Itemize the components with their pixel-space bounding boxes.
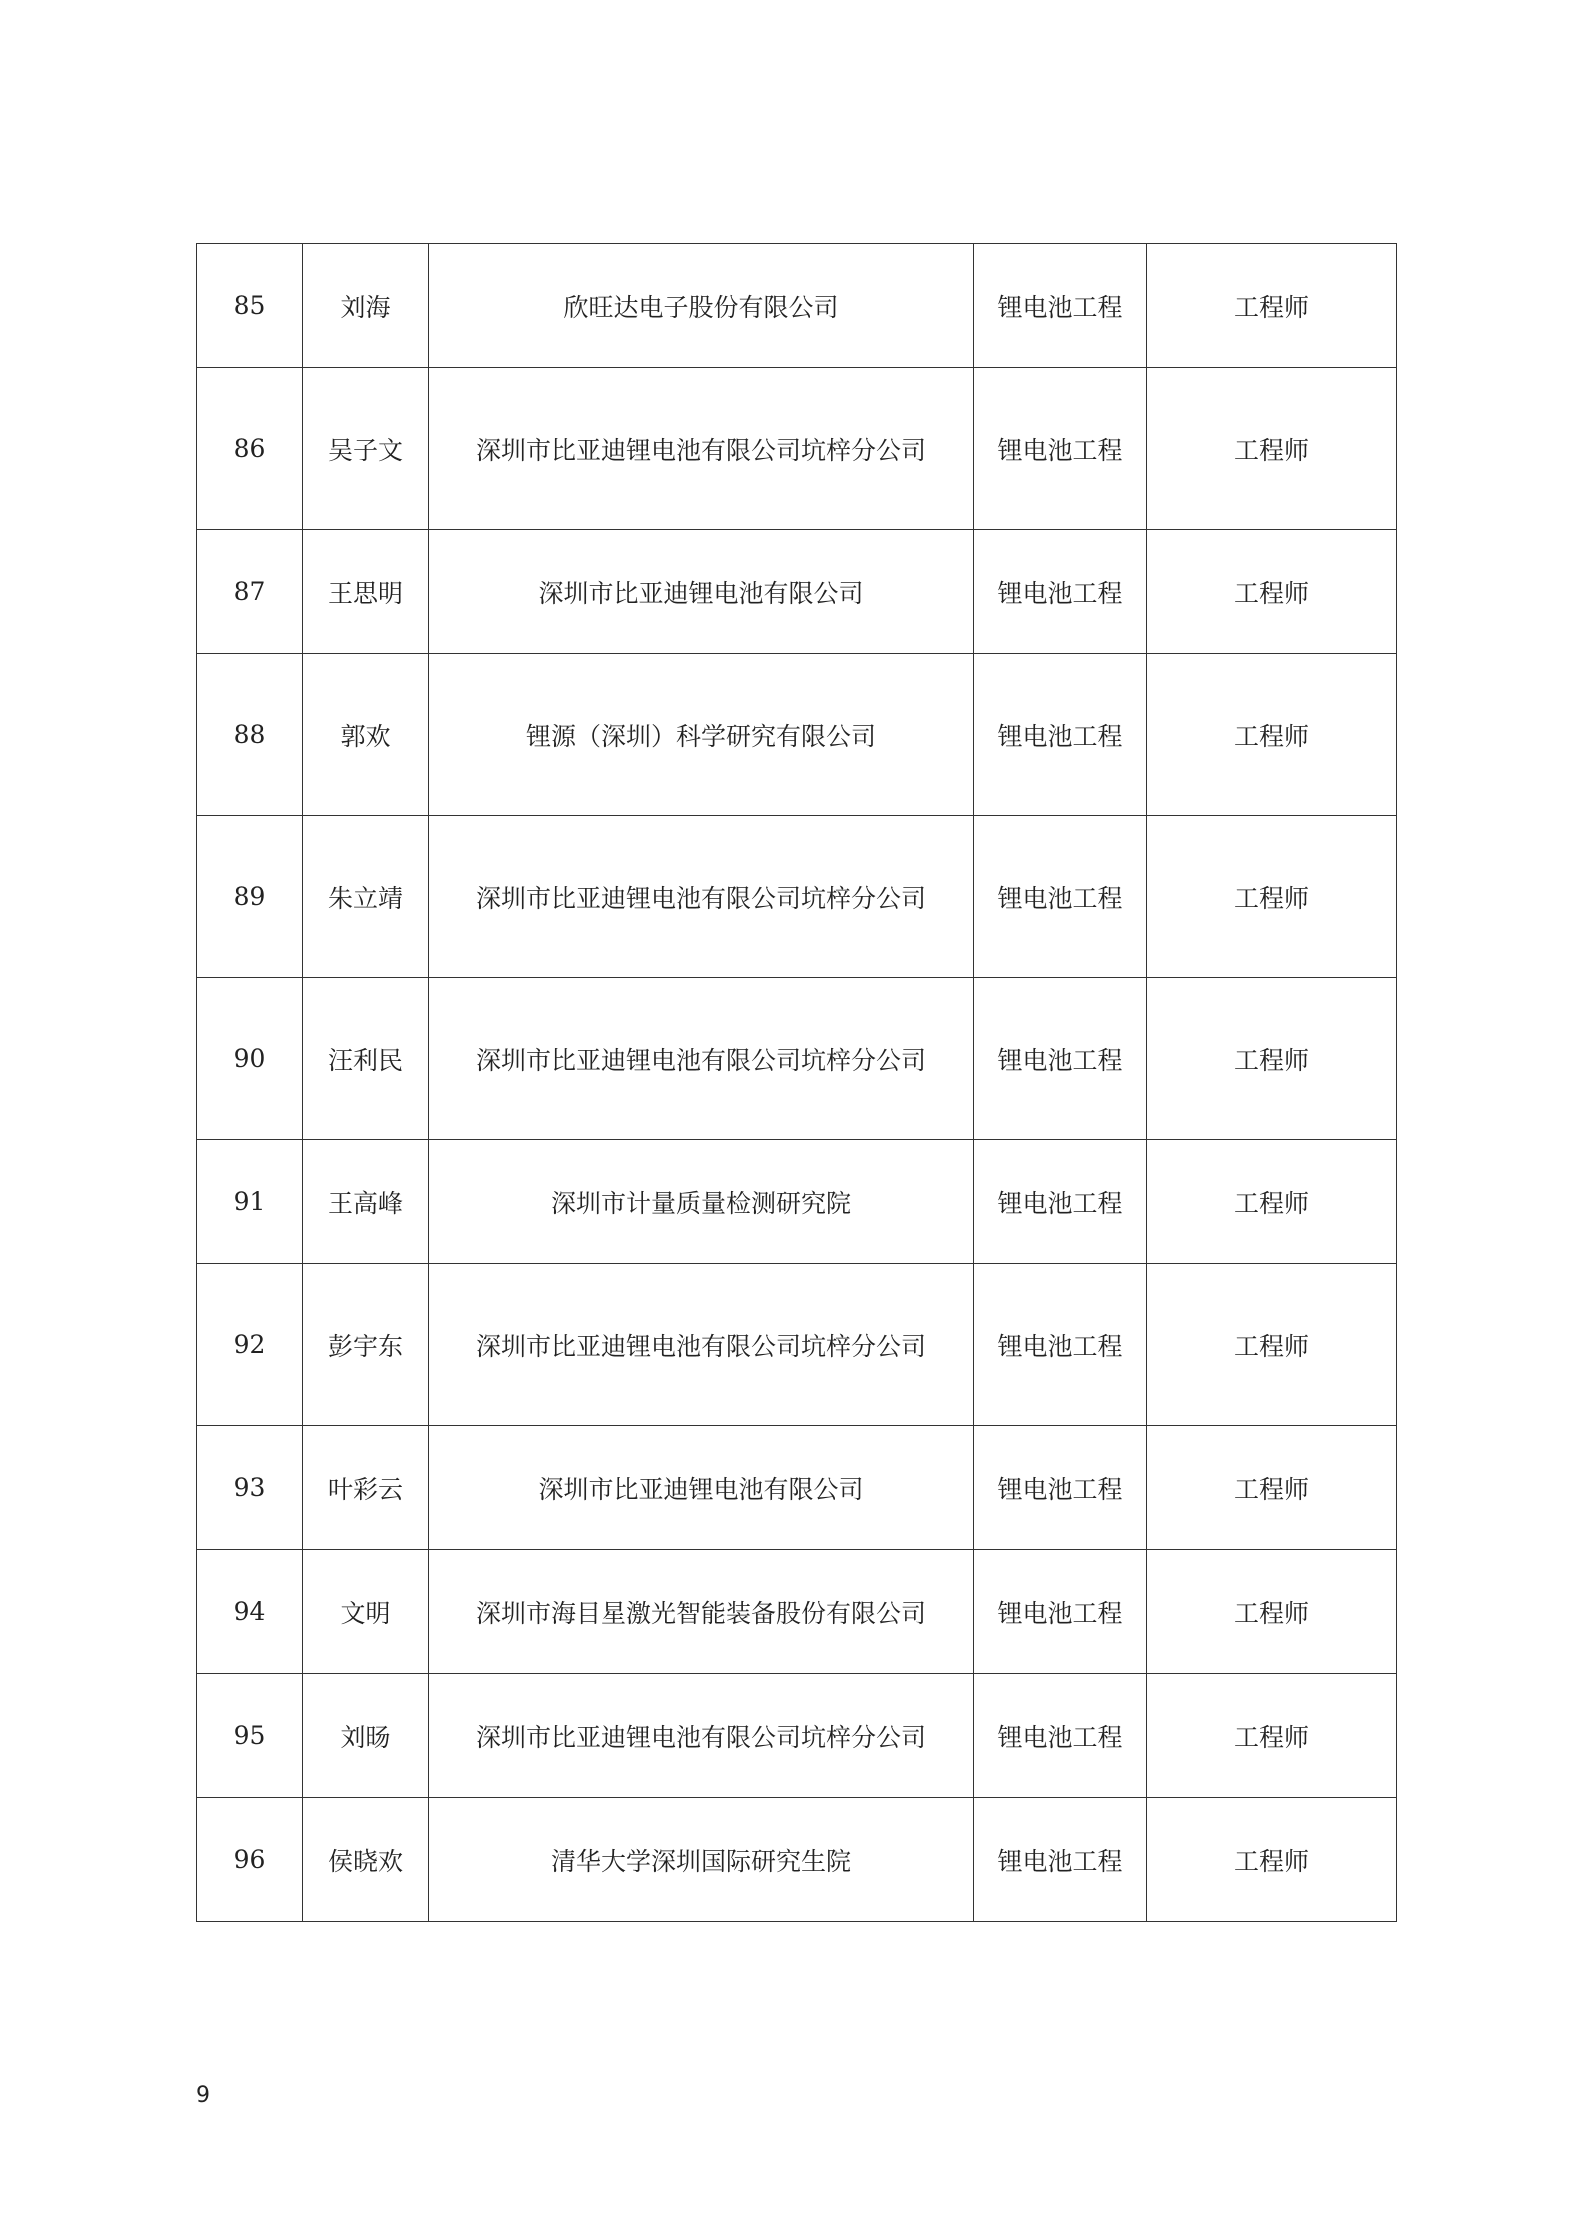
table-row xyxy=(197,530,1397,654)
table-body xyxy=(197,244,1397,1922)
field-cell: 锂电池工程 xyxy=(974,530,1147,654)
title-cell: 工程师 xyxy=(1147,1798,1397,1922)
table-row xyxy=(197,1550,1397,1674)
table-row xyxy=(197,1426,1397,1550)
table-row xyxy=(197,654,1397,816)
row-number-cell: 85 xyxy=(197,244,303,368)
company-cell: 深圳市比亚迪锂电池有限公司 xyxy=(429,530,974,654)
title-cell: 工程师 xyxy=(1147,1426,1397,1550)
row-number-cell: 93 xyxy=(197,1426,303,1550)
name-cell: 王高峰 xyxy=(303,1140,429,1264)
page-number: 9 xyxy=(196,2083,210,2108)
title-cell: 工程师 xyxy=(1147,1550,1397,1674)
title-cell: 工程师 xyxy=(1147,530,1397,654)
field-cell: 锂电池工程 xyxy=(974,244,1147,368)
table-row xyxy=(197,978,1397,1140)
title-cell: 工程师 xyxy=(1147,654,1397,816)
row-number-cell: 89 xyxy=(197,816,303,978)
company-cell: 深圳市计量质量检测研究院 xyxy=(429,1140,974,1264)
table-row xyxy=(197,1798,1397,1922)
field-cell: 锂电池工程 xyxy=(974,654,1147,816)
title-cell: 工程师 xyxy=(1147,1674,1397,1798)
name-cell: 吴子文 xyxy=(303,368,429,530)
company-cell: 锂源（深圳）科学研究有限公司 xyxy=(429,654,974,816)
row-number-cell: 95 xyxy=(197,1674,303,1798)
field-cell: 锂电池工程 xyxy=(974,978,1147,1140)
title-cell: 工程师 xyxy=(1147,368,1397,530)
row-number-cell: 86 xyxy=(197,368,303,530)
row-number-cell: 96 xyxy=(197,1798,303,1922)
company-cell: 深圳市比亚迪锂电池有限公司坑梓分公司 xyxy=(429,368,974,530)
row-number-cell: 88 xyxy=(197,654,303,816)
name-cell: 汪利民 xyxy=(303,978,429,1140)
row-number-cell: 90 xyxy=(197,978,303,1140)
field-cell: 锂电池工程 xyxy=(974,368,1147,530)
table-row xyxy=(197,816,1397,978)
name-cell: 叶彩云 xyxy=(303,1426,429,1550)
name-cell: 彭宇东 xyxy=(303,1264,429,1426)
name-cell: 文明 xyxy=(303,1550,429,1674)
name-cell: 郭欢 xyxy=(303,654,429,816)
field-cell: 锂电池工程 xyxy=(974,1140,1147,1264)
row-number-cell: 94 xyxy=(197,1550,303,1674)
field-cell: 锂电池工程 xyxy=(974,1674,1147,1798)
field-cell: 锂电池工程 xyxy=(974,1550,1147,1674)
name-cell: 朱立靖 xyxy=(303,816,429,978)
table-row xyxy=(197,1140,1397,1264)
company-cell: 欣旺达电子股份有限公司 xyxy=(429,244,974,368)
name-cell: 王思明 xyxy=(303,530,429,654)
field-cell: 锂电池工程 xyxy=(974,1426,1147,1550)
company-cell: 深圳市比亚迪锂电池有限公司 xyxy=(429,1426,974,1550)
field-cell: 锂电池工程 xyxy=(974,816,1147,978)
name-cell: 刘旸 xyxy=(303,1674,429,1798)
field-cell: 锂电池工程 xyxy=(974,1264,1147,1426)
company-cell: 清华大学深圳国际研究生院 xyxy=(429,1798,974,1922)
title-cell: 工程师 xyxy=(1147,244,1397,368)
table-row xyxy=(197,1264,1397,1426)
company-cell: 深圳市比亚迪锂电池有限公司坑梓分公司 xyxy=(429,1674,974,1798)
row-number-cell: 91 xyxy=(197,1140,303,1264)
company-cell: 深圳市比亚迪锂电池有限公司坑梓分公司 xyxy=(429,816,974,978)
personnel-table xyxy=(196,243,1397,1922)
title-cell: 工程师 xyxy=(1147,1140,1397,1264)
row-number-cell: 87 xyxy=(197,530,303,654)
table-row xyxy=(197,244,1397,368)
table-row xyxy=(197,1674,1397,1798)
name-cell: 侯晓欢 xyxy=(303,1798,429,1922)
title-cell: 工程师 xyxy=(1147,816,1397,978)
company-cell: 深圳市比亚迪锂电池有限公司坑梓分公司 xyxy=(429,978,974,1140)
title-cell: 工程师 xyxy=(1147,978,1397,1140)
field-cell: 锂电池工程 xyxy=(974,1798,1147,1922)
company-cell: 深圳市比亚迪锂电池有限公司坑梓分公司 xyxy=(429,1264,974,1426)
table-row xyxy=(197,368,1397,530)
title-cell: 工程师 xyxy=(1147,1264,1397,1426)
row-number-cell: 92 xyxy=(197,1264,303,1426)
company-cell: 深圳市海目星激光智能装备股份有限公司 xyxy=(429,1550,974,1674)
name-cell: 刘海 xyxy=(303,244,429,368)
